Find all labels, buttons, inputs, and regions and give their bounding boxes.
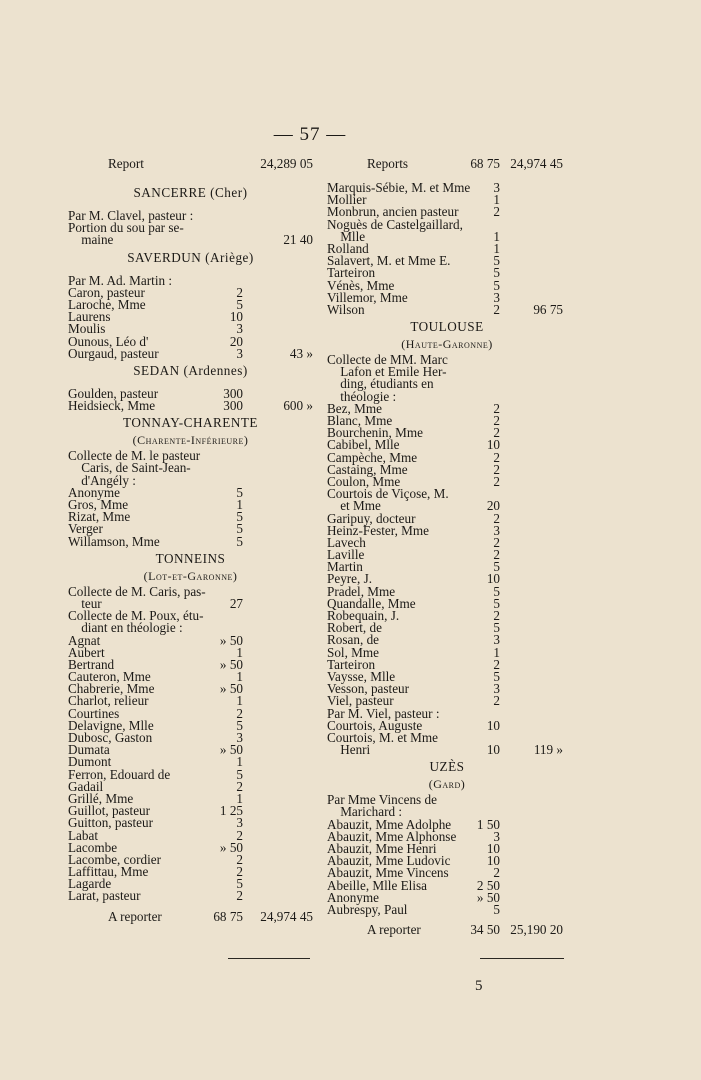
amount-subtotal: 96 75 — [533, 301, 563, 317]
amount-detail: 3 — [236, 815, 243, 831]
entry-text: TONNEINS — [155, 550, 226, 566]
entry-text: Aubert — [68, 644, 105, 660]
ledger-row — [68, 817, 313, 829]
entry-text: Martin — [327, 559, 363, 575]
amount-detail: » 50 — [219, 681, 243, 697]
entry-text: Campèche, Mme — [327, 449, 418, 465]
entry-text: Villemor, Mme — [327, 289, 408, 305]
entry-text: Lafon et Emile Her- — [327, 364, 447, 380]
entry-text: Reports — [367, 156, 409, 171]
entry-text: Bourchenin, Mme — [327, 425, 423, 441]
entry-text: Noguès de Castelgaillard, — [327, 216, 463, 232]
entry-text: Willamson, Mme — [68, 533, 160, 549]
amount-subtotal: 119 » — [533, 742, 563, 758]
section-heading — [68, 548, 313, 568]
amount-detail: 5 — [493, 583, 500, 599]
entry-text: Blanc, Mme — [327, 413, 393, 428]
amount-detail: 5 — [236, 766, 243, 782]
entry-text: SEDAN (Ardennes) — [133, 362, 248, 378]
amount-detail: 10 — [486, 437, 500, 453]
ledger-row — [68, 890, 313, 902]
amount-detail: 2 — [236, 778, 243, 794]
entry-text: Cabibel, Mlle — [327, 437, 400, 453]
section-heading — [327, 316, 567, 336]
entry-text: diant en théologie : — [68, 620, 183, 636]
entry-text: Report — [108, 156, 144, 171]
entry-text: Viel, pasteur — [327, 693, 394, 709]
entry-text: Heidsieck, Mme — [68, 398, 156, 414]
section-heading — [68, 412, 313, 432]
left-column — [68, 158, 313, 927]
entry-text: Ourgaud, pasteur — [68, 345, 159, 361]
amount-detail: 34 50 — [470, 922, 500, 938]
entry-text: Marichard : — [327, 804, 403, 820]
entry-text: (Lot-et-Garonne) — [143, 568, 238, 583]
entry-text: Mlle — [327, 228, 366, 244]
entry-text: Marquis-Sébie, M. et Mme — [327, 180, 471, 195]
amount-detail: » 50 — [219, 742, 243, 758]
entry-text: théologie : — [327, 388, 397, 404]
amount-detail: 3 — [236, 321, 243, 337]
entry-text: Bertrand — [68, 656, 115, 672]
amount-detail: 1 — [493, 240, 500, 256]
entry-text: Par M. Viel, pasteur : — [327, 705, 440, 721]
entry-text: Mollier — [327, 192, 367, 208]
entry-text: SAVERDUN (Ariège) — [127, 249, 254, 265]
amount-detail: 20 — [486, 498, 500, 514]
entry-text: Verger — [68, 521, 103, 537]
total-rule-left — [228, 958, 310, 959]
entry-text: Courtois de Viçose, M. — [327, 486, 449, 502]
ledger-row — [327, 301, 567, 317]
entry-text: Ounous, Léo d' — [68, 333, 149, 349]
entry-text: Guitton, pasteur — [68, 815, 153, 831]
entry-text: Lacombe, cordier — [68, 851, 161, 867]
amount-detail: 27 — [229, 595, 243, 611]
amount-detail: 20 — [229, 333, 243, 349]
carried-forward-row — [327, 158, 567, 174]
entry-text: Tarteiron — [327, 265, 376, 281]
amount-detail: 2 — [236, 864, 243, 880]
amount-detail: 2 — [236, 827, 243, 843]
entry-text: A reporter — [367, 922, 421, 938]
amount-subtotal: 24,974 45 — [510, 156, 563, 171]
amount-detail: 10 — [229, 309, 243, 325]
entry-text: Abauzit, Mme Vincens — [327, 865, 449, 881]
amount-detail: 10 — [486, 742, 500, 758]
entry-text: Anonyme — [327, 889, 380, 905]
entry-text: (Haute-Garonne) — [401, 337, 493, 352]
amount-detail: 300 — [223, 385, 243, 401]
entry-text: Dubosc, Gaston — [68, 730, 153, 745]
entry-text: et Mme — [327, 498, 381, 514]
entry-text: Gadail — [68, 778, 104, 794]
amount-detail: 1 — [493, 644, 500, 660]
amount-detail: 1 — [236, 754, 243, 770]
amount-detail: 1 — [236, 693, 243, 709]
amount-detail: 5 — [493, 595, 500, 611]
amount-detail: 2 — [493, 547, 500, 563]
ledger-row — [327, 901, 567, 917]
entry-text: Castaing, Mme — [327, 461, 408, 477]
entry-text: Ferron, Edouard de — [68, 766, 171, 782]
entry-text: Monbrun, ancien pasteur — [327, 204, 459, 220]
entry-text: Rosan, de — [327, 632, 380, 648]
amount-detail: » 50 — [476, 889, 500, 905]
entry-text: Laffittau, Mme — [68, 864, 149, 880]
entry-text: Vesson, pasteur — [327, 681, 410, 697]
amount-detail: 5 — [493, 620, 500, 636]
ledger-row — [68, 511, 313, 523]
entry-text: Collecte de M. Caris, pas- — [68, 583, 206, 599]
amount-detail: 1 — [236, 644, 243, 660]
page-number: — 57 — — [273, 124, 347, 145]
entry-text: Laroche, Mme — [68, 296, 146, 312]
amount-detail: 2 — [236, 705, 243, 721]
entry-text: maine — [68, 232, 114, 248]
amount-detail: 2 — [493, 534, 500, 550]
amount-detail: 3 — [493, 828, 500, 844]
entry-text: Gros, Mme — [68, 497, 129, 512]
amount-detail: 3 — [493, 681, 500, 697]
amount-detail: 5 — [493, 559, 500, 575]
amount-detail: 10 — [486, 571, 500, 587]
amount-detail: 2 — [493, 425, 500, 441]
amount-detail: 5 — [493, 265, 500, 281]
amount-detail: 2 — [493, 400, 500, 416]
entry-text: SANCERRE (Cher) — [133, 185, 248, 200]
amount-detail: 1 — [236, 790, 243, 806]
entry-text: Henri — [327, 742, 371, 758]
entry-text: Vaysse, Mlle — [327, 668, 396, 684]
entry-text: Goulden, pasteur — [68, 385, 159, 401]
amount-detail: 1 — [493, 192, 500, 208]
amount-detail: 2 — [493, 204, 500, 220]
entry-text: Collecte de M. Poux, étu- — [68, 608, 204, 624]
amount-detail: 2 — [493, 449, 500, 465]
total-row — [68, 908, 313, 927]
entry-text: Courtines — [68, 705, 120, 721]
amount-detail: 300 — [223, 398, 243, 414]
amount-detail: 5 — [236, 717, 243, 733]
amount-detail: 5 — [493, 277, 500, 293]
entry-text: Heinz-Fester, Mme — [327, 522, 430, 538]
amount-detail: 1 — [236, 669, 243, 685]
amount-detail: 5 — [236, 509, 243, 525]
entry-text: Abauzit, Mme Adolphe — [327, 816, 452, 832]
amount-detail: 10 — [486, 717, 500, 733]
entry-text: Collecte de MM. Marc — [327, 352, 448, 368]
amount-detail: 2 — [493, 865, 500, 881]
entry-text: Cauteron, Mme — [68, 669, 151, 685]
amount-detail: 1 — [493, 228, 500, 244]
entry-text: ding, étudiants en — [327, 376, 434, 392]
amount-detail: 5 — [236, 876, 243, 892]
entry-text: Sol, Mme — [327, 644, 380, 660]
ledger-row — [327, 744, 567, 756]
amount-detail: 3 — [493, 522, 500, 538]
amount-detail: 5 — [236, 296, 243, 312]
entry-text: Quandalle, Mme — [327, 595, 416, 611]
entry-text: Courtois, M. et Mme — [327, 729, 438, 745]
amount-detail: 68 75 — [470, 156, 500, 171]
entry-text: Lavech — [327, 534, 366, 550]
entry-text: A reporter — [108, 908, 162, 924]
entry-text: Rolland — [327, 240, 369, 256]
entry-text: Delavigne, Mlle — [68, 717, 154, 733]
entry-text: Caris, de Saint-Jean- — [68, 460, 191, 476]
amount-detail: 3 — [493, 180, 500, 195]
entry-text: Pradel, Mme — [327, 583, 396, 599]
entry-text: Caron, pasteur — [68, 284, 145, 300]
ledger-row — [68, 766, 313, 782]
amount-detail: 2 — [236, 851, 243, 867]
entry-text: Guillot, pasteur — [68, 803, 151, 819]
amount-detail: 3 — [493, 289, 500, 305]
ledger-row — [68, 583, 313, 599]
amount-detail: 68 75 — [213, 908, 243, 924]
amount-detail: 1 50 — [476, 816, 500, 832]
entry-text: Chabrerie, Mme — [68, 681, 155, 697]
entry-text: UZÈS — [429, 759, 465, 775]
ledger-row — [327, 549, 567, 561]
entry-text: Aubrespy, Paul — [327, 901, 408, 917]
section-heading — [68, 360, 313, 380]
amount-detail: 2 — [236, 284, 243, 300]
amount-subtotal: 24,289 05 — [260, 156, 313, 171]
entry-text: Charlot, relieur — [68, 693, 149, 709]
amount-detail: 3 — [493, 632, 500, 648]
section-heading — [327, 756, 567, 776]
entry-text: (Gard) — [428, 777, 466, 792]
entry-text: Abauzit, Mme Ludovic — [327, 853, 451, 869]
amount-detail: 3 — [236, 345, 243, 361]
entry-text: Par Mme Vincens de — [327, 792, 437, 808]
ledger-row — [68, 400, 313, 412]
entry-text: Moulis — [68, 321, 106, 337]
entry-text: Laville — [327, 547, 365, 563]
entry-text: TOULOUSE — [410, 319, 484, 335]
amount-detail: 2 — [236, 888, 243, 904]
ledger-row — [68, 622, 313, 634]
entry-text: Portion du sou par se- — [68, 220, 184, 236]
entry-text: Dumont — [68, 754, 112, 770]
entry-text: Rizat, Mme — [68, 509, 131, 525]
entry-text: Lagarde — [68, 876, 112, 892]
entry-text: Agnat — [68, 632, 101, 648]
section-heading — [68, 247, 313, 267]
entry-text: Lacombe — [68, 839, 118, 855]
ledger-row — [68, 533, 313, 549]
entry-text: Larat, pasteur — [68, 888, 141, 904]
right-column — [327, 158, 567, 940]
entry-text: Dumata — [68, 742, 110, 758]
entry-text: Abauzit, Mme Alphonse — [327, 828, 457, 844]
entry-text: teur — [68, 595, 102, 611]
amount-detail: 3 — [236, 730, 243, 745]
amount-detail: » 50 — [219, 839, 243, 855]
entry-text: Laurens — [68, 309, 111, 325]
entry-text: Robequain, J. — [327, 608, 400, 623]
amount-detail: 2 — [493, 461, 500, 477]
entry-text: TONNAY-CHARENTE — [123, 415, 258, 431]
amount-detail: » 50 — [219, 656, 243, 672]
entry-text: Par M. Clavel, pasteur : — [68, 208, 194, 223]
amount-detail: 5 — [493, 668, 500, 684]
entry-text: (Charente-Inférieure) — [132, 433, 249, 448]
entry-text: Courtois, Auguste — [327, 717, 423, 733]
entry-text: Tarteiron — [327, 656, 376, 672]
entry-text: Peyre, J. — [327, 571, 373, 587]
amount-detail: 2 50 — [476, 877, 500, 893]
amount-detail: 2 — [493, 413, 500, 428]
entry-text: Coulon, Mme — [327, 473, 401, 489]
amount-detail: 2 — [493, 301, 500, 317]
entry-text: Par M. Ad. Martin : — [68, 272, 173, 288]
entry-text: Robert, de — [327, 620, 382, 636]
amount-detail: 10 — [486, 841, 500, 856]
amount-subtotal: 21 40 — [283, 232, 313, 248]
entry-text: Anonyme — [68, 484, 121, 500]
carried-forward-row — [68, 158, 313, 174]
entry-text: Abeille, Mlle Elisa — [327, 877, 427, 893]
entry-text: Bez, Mme — [327, 400, 382, 416]
entry-text: Grillé, Mme — [68, 790, 134, 806]
amount-detail: » 50 — [219, 632, 243, 648]
spacer — [68, 174, 313, 182]
total-rule-right — [480, 958, 564, 959]
amount-subtotal: 600 » — [283, 398, 313, 414]
amount-detail: 1 25 — [219, 803, 243, 819]
amount-detail: 5 — [493, 253, 500, 269]
section-heading — [68, 182, 313, 202]
amount-detail: 2 — [493, 656, 500, 672]
entry-text: Vénès, Mme — [327, 277, 395, 293]
amount-detail: 1 — [236, 497, 243, 512]
entry-text: Garipuy, docteur — [327, 510, 416, 526]
entry-text: Salavert, M. et Mme E. — [327, 253, 451, 269]
amount-detail: 2 — [493, 693, 500, 709]
amount-detail: 10 — [486, 853, 500, 869]
ledger-row — [68, 234, 313, 246]
total-row — [327, 924, 567, 940]
amount-detail: 5 — [236, 484, 243, 500]
amount-detail: 5 — [493, 901, 500, 917]
entry-text: Collecte de M. le pasteur — [68, 448, 201, 464]
entry-text: d'Angély : — [68, 472, 136, 488]
amount-subtotal: 24,974 45 — [260, 908, 313, 924]
amount-detail: 5 — [236, 533, 243, 549]
amount-detail: 2 — [493, 608, 500, 623]
entry-text: Labat — [68, 827, 99, 843]
amount-detail: 2 — [493, 510, 500, 526]
amount-subtotal: 25,190 20 — [510, 922, 563, 938]
amount-detail: 2 — [493, 473, 500, 489]
entry-text: Abauzit, Mme Henri — [327, 841, 437, 856]
amount-detail: 5 — [236, 521, 243, 537]
amount-subtotal: 43 » — [289, 345, 313, 361]
ledger-row — [68, 345, 313, 361]
signature-mark: 5 — [475, 978, 483, 994]
entry-text: Wilson — [327, 301, 365, 317]
